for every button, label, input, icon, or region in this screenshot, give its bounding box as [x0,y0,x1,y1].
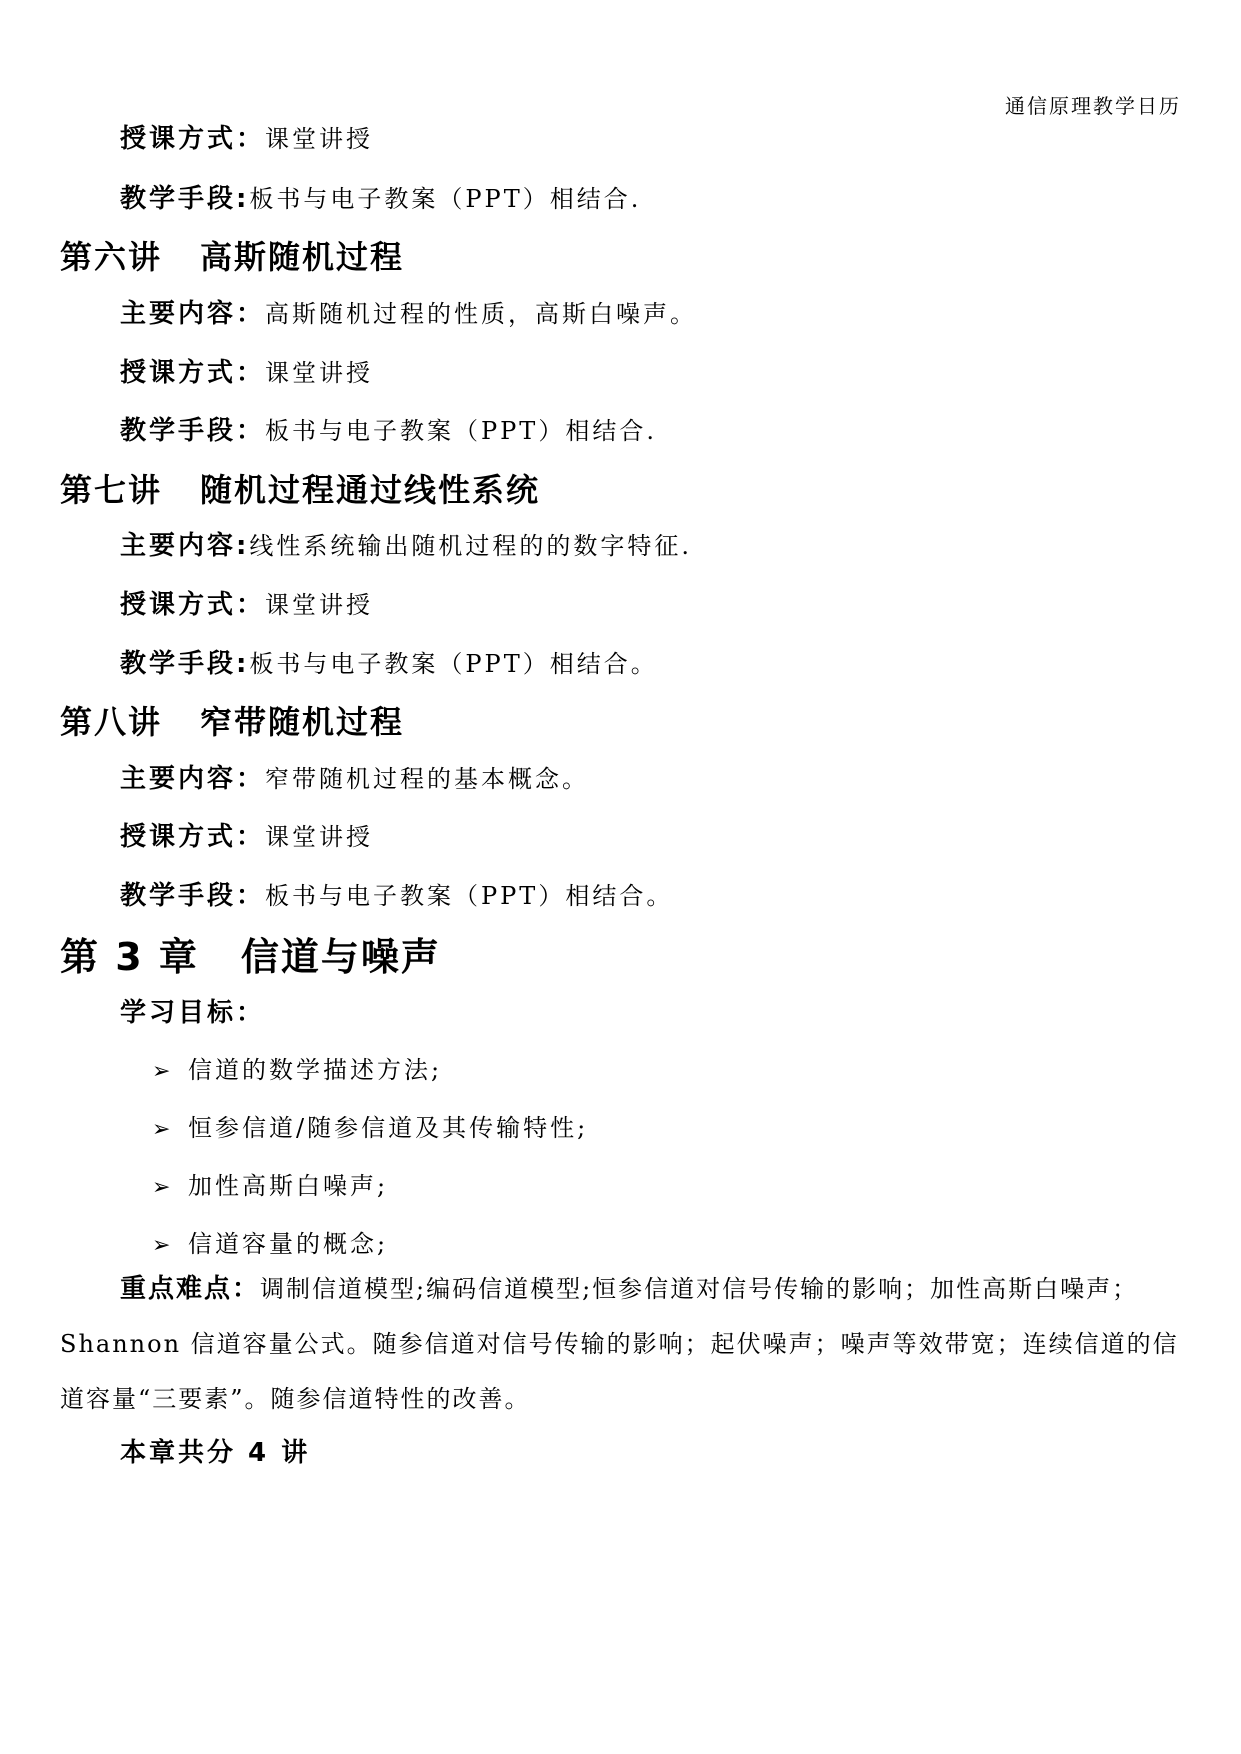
learning-objectives-label: 学习目标： [120,998,266,1028]
lecture-7-content-row [120,525,692,562]
key-difficulties-label: 重点难点： [120,1274,261,1304]
lecture-6-number: 第六讲 [60,238,163,276]
main-content-label: 主要内容: [120,531,250,561]
teaching-method-label: 授课方式： [120,358,266,388]
lecture-8-method-value: 课堂讲授 [265,823,374,851]
objective-item [152,1224,388,1259]
teaching-method-label: 授课方式： [120,822,266,852]
teaching-method-value: 课堂讲授 [265,125,374,153]
teaching-means-row [120,178,641,215]
lecture-8-means-row [120,875,673,912]
arrow-bullet-icon: ➢ [152,1117,174,1142]
lecture-8-method-row [120,816,373,853]
lecture-6-means-row [120,410,657,447]
arrow-bullet-icon: ➢ [152,1175,174,1200]
chapter-3-title: 信道与噪声 [240,935,441,979]
objective-item [152,1166,388,1201]
teaching-method-row [120,118,373,155]
lecture-7-means-row [120,643,658,680]
teaching-means-label: 教学手段： [120,881,266,911]
objective-item [152,1050,442,1085]
lecture-6-title: 高斯随机过程 [200,238,405,276]
main-content-label: 主要内容： [120,764,266,794]
lecture-6-method-value: 课堂讲授 [265,359,374,387]
chapter-3-heading [60,926,441,981]
lecture-7-title: 随机过程通过线性系统 [200,471,541,509]
arrow-bullet-icon: ➢ [152,1059,174,1084]
lecture-8-means-value: 板书与电子教案（PPT）相结合。 [265,882,674,910]
lecture-7-number: 第七讲 [60,471,163,509]
teaching-method-label: 授课方式： [120,590,266,620]
teaching-method-label: 授课方式： [120,124,266,154]
chapter-3-number: 第 3 章 [60,935,199,979]
teaching-means-label: 教学手段: [120,649,250,679]
lecture-8-content-row [120,758,589,795]
objective-text: 信道的数学描述方法; [188,1056,443,1084]
arrow-bullet-icon: ➢ [152,1233,174,1258]
lecture-8-number: 第八讲 [60,703,163,741]
objective-item [152,1108,588,1143]
teaching-means-value: 板书与电子教案（PPT）相结合. [249,185,642,213]
objective-text: 恒参信道/随参信道及其传输特性; [188,1114,589,1142]
lecture-count: 本章共分 4 讲 [120,1438,311,1468]
lecture-6-method-row [120,352,373,389]
lecture-7-method-value: 课堂讲授 [265,591,374,619]
lecture-7-heading [60,465,540,511]
teaching-means-label: 教学手段： [120,416,266,446]
lecture-6-means-value: 板书与电子教案（PPT）相结合. [265,417,657,445]
lecture-8-title: 窄带随机过程 [200,703,405,741]
main-content-label: 主要内容： [120,299,266,329]
lecture-6-content-value: 高斯随机过程的性质，高斯白噪声。 [265,300,698,328]
lecture-6-heading [60,232,404,278]
key-difficulties-paragraph [60,1262,1185,1427]
lecture-8-content-value: 窄带随机过程的基本概念。 [265,765,590,793]
key-difficulties-text: 调制信道模型;编码信道模型;恒参信道对信号传输的影响；加性高斯白噪声；Shannon 信道容量公式。随参信道对信号传输的影响；起伏噪声；噪声等效带宽；连续信道的信道容量“三要素”。随参信道特性的改善。 [60,1275,1179,1413]
lecture-7-means-value: 板书与电子教案（PPT）相结合。 [249,650,658,678]
lecture-8-heading [60,697,404,743]
objective-text: 信道容量的概念; [188,1230,389,1258]
objective-text: 加性高斯白噪声; [188,1172,389,1200]
lecture-7-content-value: 线性系统输出随机过程的的数字特征. [249,532,693,560]
page-header: 通信原理教学日历 [1005,94,1181,118]
lecture-7-method-row [120,584,373,621]
teaching-means-label: 教学手段: [120,184,250,214]
lecture-6-content-row [120,293,697,330]
